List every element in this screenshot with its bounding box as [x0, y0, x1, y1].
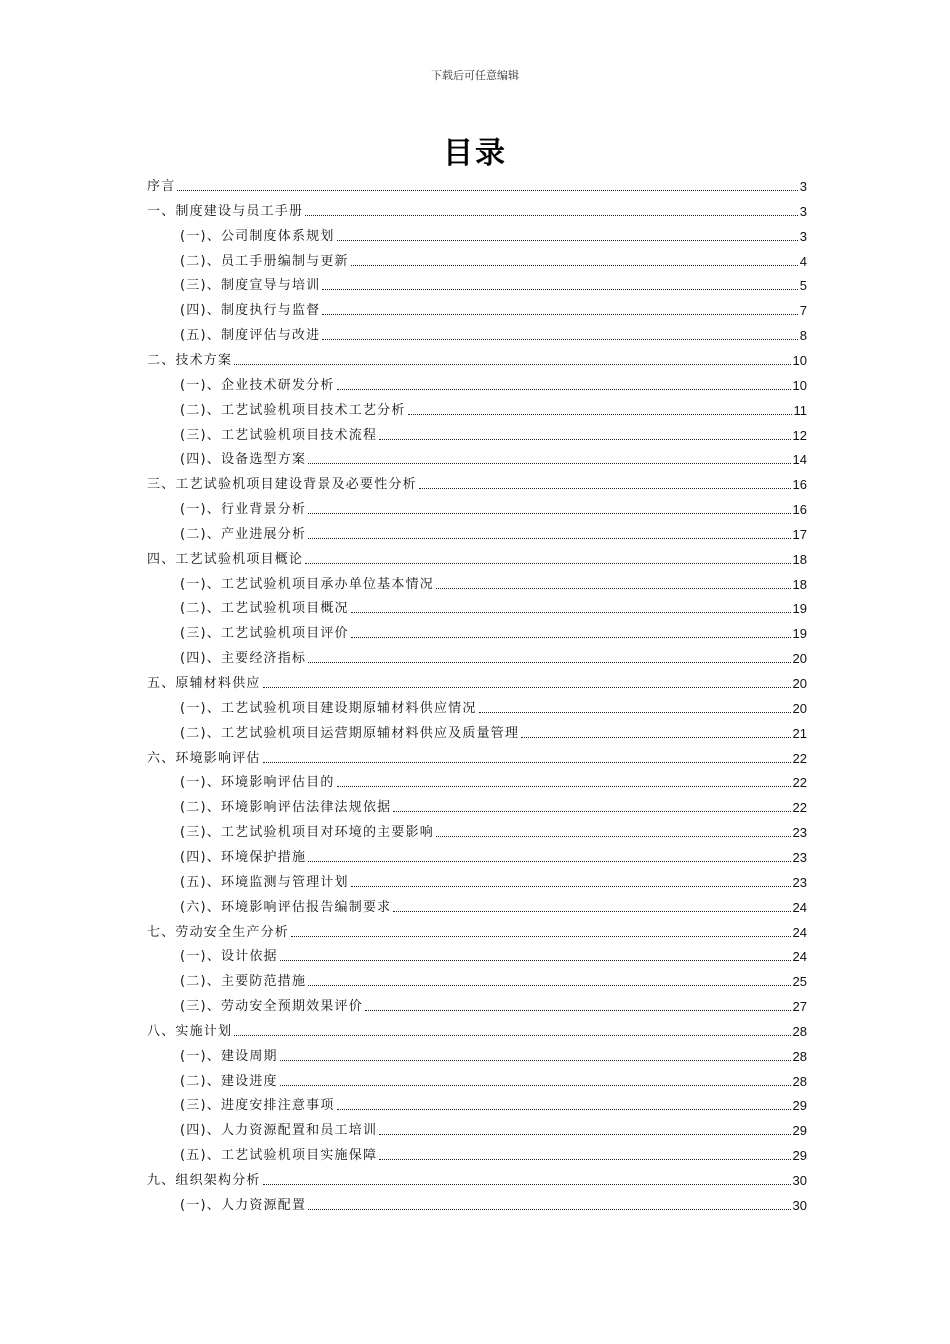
toc-entry-label: (一)、环境影响评估目的 — [180, 775, 335, 791]
dot-leader — [322, 289, 797, 290]
toc-entry-page: 20 — [792, 651, 807, 667]
toc-entry-label: (二)、工艺试验机项目运营期原辅材料供应及质量管理 — [180, 725, 520, 741]
toc-entry-page: 5 — [799, 278, 807, 294]
toc-entry-label: 二、技术方案 — [147, 352, 233, 368]
toc-entry-label: 八、实施计划 — [147, 1023, 233, 1039]
toc-entry[interactable] — [147, 548, 807, 568]
toc-entry[interactable] — [180, 1094, 807, 1114]
toc-entry-label: (二)、工艺试验机项目技术工艺分析 — [180, 402, 406, 418]
toc-entry[interactable] — [180, 1119, 807, 1139]
toc-entry-label: (一)、公司制度体系规划 — [180, 228, 335, 244]
toc-entry-page: 16 — [792, 502, 807, 518]
dot-leader — [308, 513, 790, 514]
toc-entry[interactable] — [180, 299, 807, 319]
dot-leader — [263, 762, 791, 763]
toc-entry-label: (一)、行业背景分析 — [180, 502, 307, 518]
toc-entry[interactable] — [147, 349, 807, 369]
toc-entry-page: 17 — [792, 526, 807, 542]
toc-entry-label: 四、工艺试验机项目概论 — [147, 551, 304, 567]
dot-leader — [234, 1035, 790, 1036]
toc-entry-page: 20 — [792, 700, 807, 716]
dot-leader — [436, 588, 791, 589]
toc-entry-page: 10 — [792, 377, 807, 393]
dot-leader — [308, 861, 790, 862]
dot-leader — [305, 215, 798, 216]
toc-entry[interactable] — [180, 399, 807, 419]
toc-entry-label: (六)、环境影响评估报告编制要求 — [180, 899, 392, 915]
dot-leader — [308, 662, 790, 663]
toc-entry-label: (三)、工艺试验机项目评价 — [180, 626, 349, 642]
dot-leader — [280, 1060, 791, 1061]
toc-entry-page: 25 — [792, 974, 807, 990]
dot-leader — [479, 712, 791, 713]
toc-entry-page: 24 — [792, 924, 807, 940]
dot-leader — [308, 1209, 790, 1210]
toc-entry-page: 30 — [792, 1197, 807, 1213]
toc-entry-page: 22 — [792, 750, 807, 766]
dot-leader — [351, 265, 798, 266]
toc-entry[interactable] — [147, 200, 807, 220]
toc-entry[interactable] — [180, 498, 807, 518]
dot-leader — [308, 985, 790, 986]
toc-entry[interactable] — [147, 175, 807, 195]
dot-leader — [393, 811, 790, 812]
toc-entry-page: 23 — [792, 825, 807, 841]
toc-entry-label: (三)、劳动安全预期效果评价 — [180, 999, 363, 1015]
toc-entry-page: 10 — [792, 352, 807, 368]
toc-entry-label: (四)、主要经济指标 — [180, 651, 307, 667]
dot-leader — [337, 389, 791, 390]
toc-entry[interactable] — [180, 821, 807, 841]
toc-entry-label: (二)、工艺试验机项目概况 — [180, 601, 349, 617]
toc-entry-page: 3 — [799, 203, 807, 219]
toc-entry-page: 27 — [792, 999, 807, 1015]
dot-leader — [322, 314, 797, 315]
dot-leader — [291, 936, 791, 937]
toc-entry-label: 三、工艺试验机项目建设背景及必要性分析 — [147, 477, 417, 493]
dot-leader — [379, 1134, 790, 1135]
toc-entry[interactable] — [147, 473, 807, 493]
dot-leader — [280, 1085, 791, 1086]
toc-entry-label: (三)、进度安排注意事项 — [180, 1098, 335, 1114]
toc-entry[interactable] — [180, 945, 807, 965]
toc-entry-label: (五)、制度评估与改进 — [180, 328, 321, 344]
toc-entry-page: 3 — [799, 228, 807, 244]
toc-entry-page: 28 — [792, 1023, 807, 1039]
toc-entry-page: 20 — [792, 676, 807, 691]
header-note: 下载后可任意编辑 — [431, 69, 519, 82]
toc-entry-label: (一)、工艺试验机项目建设期原辅材料供应情况 — [180, 700, 477, 716]
page-title: 目录 — [443, 136, 507, 171]
toc-entry[interactable] — [180, 274, 807, 294]
toc-entry[interactable] — [180, 424, 807, 444]
dot-leader — [337, 786, 791, 787]
dot-leader — [379, 1159, 790, 1160]
toc-entry[interactable] — [180, 697, 807, 717]
toc-entry-page: 18 — [792, 576, 807, 592]
dot-leader — [351, 612, 791, 613]
dot-leader — [263, 687, 791, 688]
toc-entry-label: 九、组织架构分析 — [147, 1173, 261, 1188]
toc-entry-label: (三)、工艺试验机项目技术流程 — [180, 427, 378, 443]
toc-entry-page: 19 — [792, 626, 807, 642]
toc-entry[interactable] — [147, 921, 807, 941]
toc-entry[interactable] — [147, 747, 807, 767]
toc-entry-label: (四)、人力资源配置和员工培训 — [180, 1123, 378, 1139]
toc-entry[interactable] — [180, 846, 807, 866]
toc-entry[interactable] — [147, 1169, 807, 1189]
toc-entry[interactable] — [180, 250, 807, 270]
toc-entry[interactable] — [180, 225, 807, 245]
dot-leader — [234, 364, 790, 365]
toc-entry-page: 14 — [792, 452, 807, 468]
dot-leader — [305, 563, 790, 564]
toc-entry-label: (三)、工艺试验机项目对环境的主要影响 — [180, 825, 434, 841]
dot-leader — [351, 886, 791, 887]
dot-leader — [521, 737, 790, 738]
toc-entry-page: 28 — [792, 1073, 807, 1089]
toc-entry-label: (二)、建设进度 — [180, 1073, 278, 1089]
toc-entry-label: (二)、主要防范措施 — [180, 974, 307, 990]
dot-leader — [322, 339, 797, 340]
toc-entry-page: 3 — [799, 179, 807, 194]
toc-entry[interactable] — [180, 1070, 807, 1090]
toc-entry[interactable] — [180, 796, 807, 816]
toc-entry-page: 11 — [793, 402, 807, 418]
toc-entry[interactable] — [180, 374, 807, 394]
toc-entry-label: (三)、制度宣导与培训 — [180, 278, 321, 294]
toc-entry-page: 29 — [792, 1098, 807, 1114]
toc-entry-label: (二)、产业进展分析 — [180, 526, 307, 542]
toc-entry[interactable] — [180, 647, 807, 667]
toc-entry[interactable] — [180, 448, 807, 468]
toc-entry-label: (二)、员工手册编制与更新 — [180, 253, 349, 269]
toc-entry[interactable] — [180, 1144, 807, 1164]
toc-entry-page: 21 — [792, 725, 807, 741]
toc-entry-page: 16 — [792, 477, 807, 493]
toc-entry[interactable] — [147, 1020, 807, 1040]
dot-leader — [337, 240, 798, 241]
toc-entry[interactable] — [180, 523, 807, 543]
toc-entry-label: (四)、环境保护措施 — [180, 849, 307, 865]
toc-entry-label: (一)、企业技术研发分析 — [180, 377, 335, 393]
toc-entry-page: 24 — [792, 949, 807, 965]
dot-leader — [280, 960, 791, 961]
toc-entry[interactable] — [180, 573, 807, 593]
dot-leader — [177, 190, 797, 191]
toc-entry-page: 22 — [792, 775, 807, 791]
toc-entry-label: (一)、建设周期 — [180, 1048, 278, 1064]
toc-entry-page: 4 — [799, 253, 807, 269]
toc-entry[interactable] — [180, 722, 807, 742]
toc-entry-label: (一)、设计依据 — [180, 949, 278, 965]
toc-entry-page: 19 — [792, 601, 807, 617]
dot-leader — [263, 1184, 791, 1185]
dot-leader — [308, 538, 790, 539]
toc-entry-page: 22 — [792, 800, 807, 816]
dot-leader — [393, 911, 790, 912]
toc-entry[interactable] — [180, 1045, 807, 1065]
toc-entry-label: 一、制度建设与员工手册 — [147, 203, 304, 219]
toc-entry-label: (五)、工艺试验机项目实施保障 — [180, 1148, 378, 1164]
toc-entry-label: (四)、制度执行与监督 — [180, 303, 321, 319]
toc-entry[interactable] — [180, 771, 807, 791]
toc-entry-label: 六、环境影响评估 — [147, 750, 261, 766]
toc-entry-page: 28 — [792, 1048, 807, 1064]
dot-leader — [308, 463, 790, 464]
toc-entry-label: (一)、人力资源配置 — [180, 1197, 307, 1213]
toc-entry[interactable] — [180, 597, 807, 617]
toc-entry-page: 12 — [792, 427, 807, 443]
toc-entry[interactable] — [180, 995, 807, 1015]
toc-entry-page: 7 — [799, 303, 807, 319]
toc-entry[interactable] — [180, 970, 807, 990]
toc-entry-page: 23 — [792, 849, 807, 865]
toc-entry[interactable] — [180, 896, 807, 916]
toc-entry-page: 24 — [792, 899, 807, 915]
toc-entry-label: (一)、工艺试验机项目承办单位基本情况 — [180, 576, 434, 592]
dot-leader — [436, 836, 791, 837]
dot-leader — [419, 488, 791, 489]
toc-entry-page: 8 — [799, 328, 807, 344]
toc-entry-label: 序言 — [147, 179, 176, 194]
toc-entry[interactable] — [180, 871, 807, 891]
toc-entry-page: 23 — [792, 874, 807, 890]
toc-entry[interactable] — [180, 324, 807, 344]
dot-leader — [365, 1010, 791, 1011]
toc-entry-label: (五)、环境监测与管理计划 — [180, 874, 349, 890]
toc-entry-label: (二)、环境影响评估法律法规依据 — [180, 800, 392, 816]
toc-entry-label: 五、原辅材料供应 — [147, 676, 261, 691]
dot-leader — [408, 414, 792, 415]
toc-entry[interactable] — [147, 672, 807, 692]
toc-entry-page: 18 — [792, 551, 807, 567]
dot-leader — [337, 1109, 791, 1110]
toc-entry-page: 29 — [792, 1123, 807, 1139]
dot-leader — [351, 637, 791, 638]
toc-entry-page: 29 — [792, 1148, 807, 1164]
dot-leader — [379, 439, 790, 440]
toc-entry[interactable] — [180, 1194, 807, 1214]
toc-entry-page: 30 — [792, 1173, 807, 1188]
toc-entry-label: (四)、设备选型方案 — [180, 452, 307, 468]
toc-entry-label: 七、劳动安全生产分析 — [147, 924, 290, 940]
toc-entry[interactable] — [180, 622, 807, 642]
